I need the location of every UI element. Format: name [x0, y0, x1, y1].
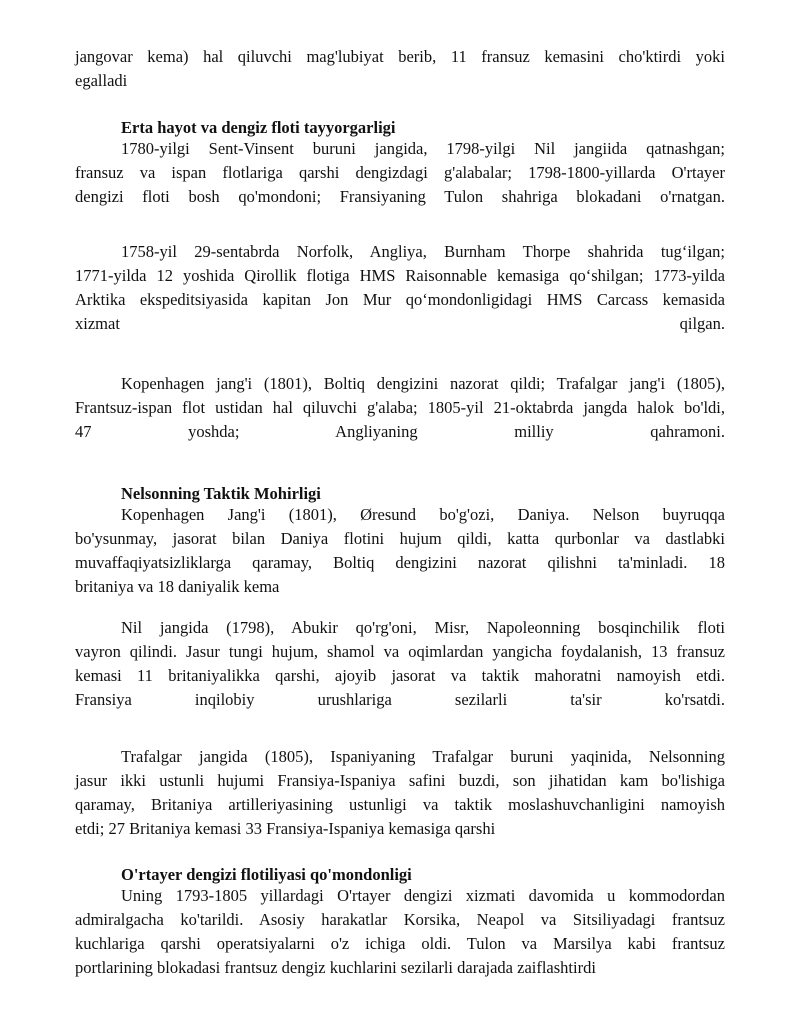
text-line: xizmat qilgan.	[75, 314, 725, 333]
text-line: portlarining blokadasi frantsuz dengiz kuchlarini sezilarli darajada zaiflashtirdi	[75, 958, 596, 977]
text-line: kuchlariga qarshi operatsiyalarni o'z ichiga oldi. Tulon va Marsilya kabi frantsuz	[75, 934, 725, 953]
text-line: vayron qilindi. Jasur tungi hujum, shamol va oqimlardan yangicha foydalanish, 13 fransuz	[75, 642, 725, 661]
paragraph-birth	[75, 240, 725, 336]
paragraph-copenhagen-trafalgar	[75, 372, 725, 444]
text-line: Fransiya inqilobiy urushlariga sezilarli ta'sir ko'rsatdi.	[75, 690, 725, 709]
text-line: admiralgacha ko'tarildi. Asosiy harakatlar Korsika, Neapol va Sitsiliyadagi frantsuz	[75, 910, 725, 929]
text-line: Uning 1793-1805 yillardagi O'rtayer dengizi xizmati davomida u kommodordan	[121, 886, 725, 905]
paragraph-nile-battle	[75, 616, 725, 712]
text-line: etdi; 27 Britaniya kemasi 33 Fransiya-Ispaniya kemasiga qarshi	[75, 819, 496, 838]
text-line: qaramay, Britaniya artilleriyasining ustunligi va taktik moslashuvchanligini namoyish	[75, 795, 725, 814]
text-line: Arktika ekspeditsiyasida kapitan Jon Mur qo‘mondonligidagi HMS Carcass kemasida	[75, 290, 725, 309]
text-line: egalladi	[75, 71, 128, 90]
text-line: britaniya va 18 daniyalik kema	[75, 577, 280, 596]
text-line: 1758-yil 29-sentabrda Norfolk, Angliya, Burnham Thorpe shahrida tug‘ilgan;	[121, 242, 725, 261]
paragraph-battles	[75, 137, 725, 209]
text-line: Kopenhagen jang'i (1801), Boltiq dengizini nazorat qildi; Trafalgar jang'i (1805),	[121, 374, 725, 393]
text-line: 1771-yilda 12 yoshida Qirollik flotiga HMS Raisonnable kemasiga qo‘shilgan; 1773-yilda	[75, 266, 725, 285]
text-line: 1780-yilgi Sent-Vinsent buruni jangida, 1798-yilgi Nil jangiida qatnashgan;	[121, 139, 725, 158]
paragraph-mediterranean-service	[75, 884, 725, 980]
text-line: Trafalgar jangida (1805), Ispaniyaning Trafalgar buruni yaqinida, Nelsonning	[121, 747, 725, 766]
paragraph-trafalgar-battle	[75, 745, 725, 841]
text-line: dengizi floti bosh qo'mondoni; Fransiyaning Tulon shahriga blokadani o'rnatgan.	[75, 187, 725, 206]
section-heading-tactics: Nelsonning Taktik Mohirligi	[121, 484, 321, 503]
text-line: muvaffaqiyatsizliklarga qaramay, Boltiq dengizini nazorat qilishni ta'minladi. 18	[75, 553, 725, 572]
text-line: fransuz va ispan flotlariga qarshi dengizdagi g'alabalar; 1798-1800-yillarda O'rtayer	[75, 163, 725, 182]
text-line: Nil jangida (1798), Abukir qo'rg'oni, Misr, Napoleonning bosqinchilik floti	[121, 618, 725, 637]
text-line: bo'ysunmay, jasorat bilan Daniya flotini hujum qildi, katta qurbonlar va dastlabki	[75, 529, 725, 548]
paragraph-copenhagen-battle	[75, 503, 725, 599]
text-line: jasur ikki ustunli hujumi Fransiya-Ispaniya safini buzdi, son jihatidan kam bo'lishiga	[75, 771, 725, 790]
section-heading-mediterranean: O'rtayer dengizi flotiliyasi qo'mondonligi	[121, 865, 412, 884]
text-line: kemasi 11 britaniyalikka qarshi, ajoyib jasorat va taktik mahoratni namoyish etdi.	[75, 666, 725, 685]
text-line: jangovar kema) hal qiluvchi mag'lubiyat berib, 11 fransuz kemasini cho'ktirdi yoki	[75, 47, 725, 66]
text-line: Frantsuz-ispan flot ustidan hal qiluvchi g'alaba; 1805-yil 21-oktabrda jangda halok bo'ldi,	[75, 398, 725, 417]
section-heading-early-life: Erta hayot va dengiz floti tayyorgarligi	[121, 118, 396, 137]
text-line: Kopenhagen Jang'i (1801), Øresund bo'g'ozi, Daniya. Nelson buyruqqa	[121, 505, 725, 524]
paragraph-continuation	[75, 45, 725, 93]
text-line: 47 yoshda; Angliyaning milliy qahramoni.	[75, 422, 725, 441]
